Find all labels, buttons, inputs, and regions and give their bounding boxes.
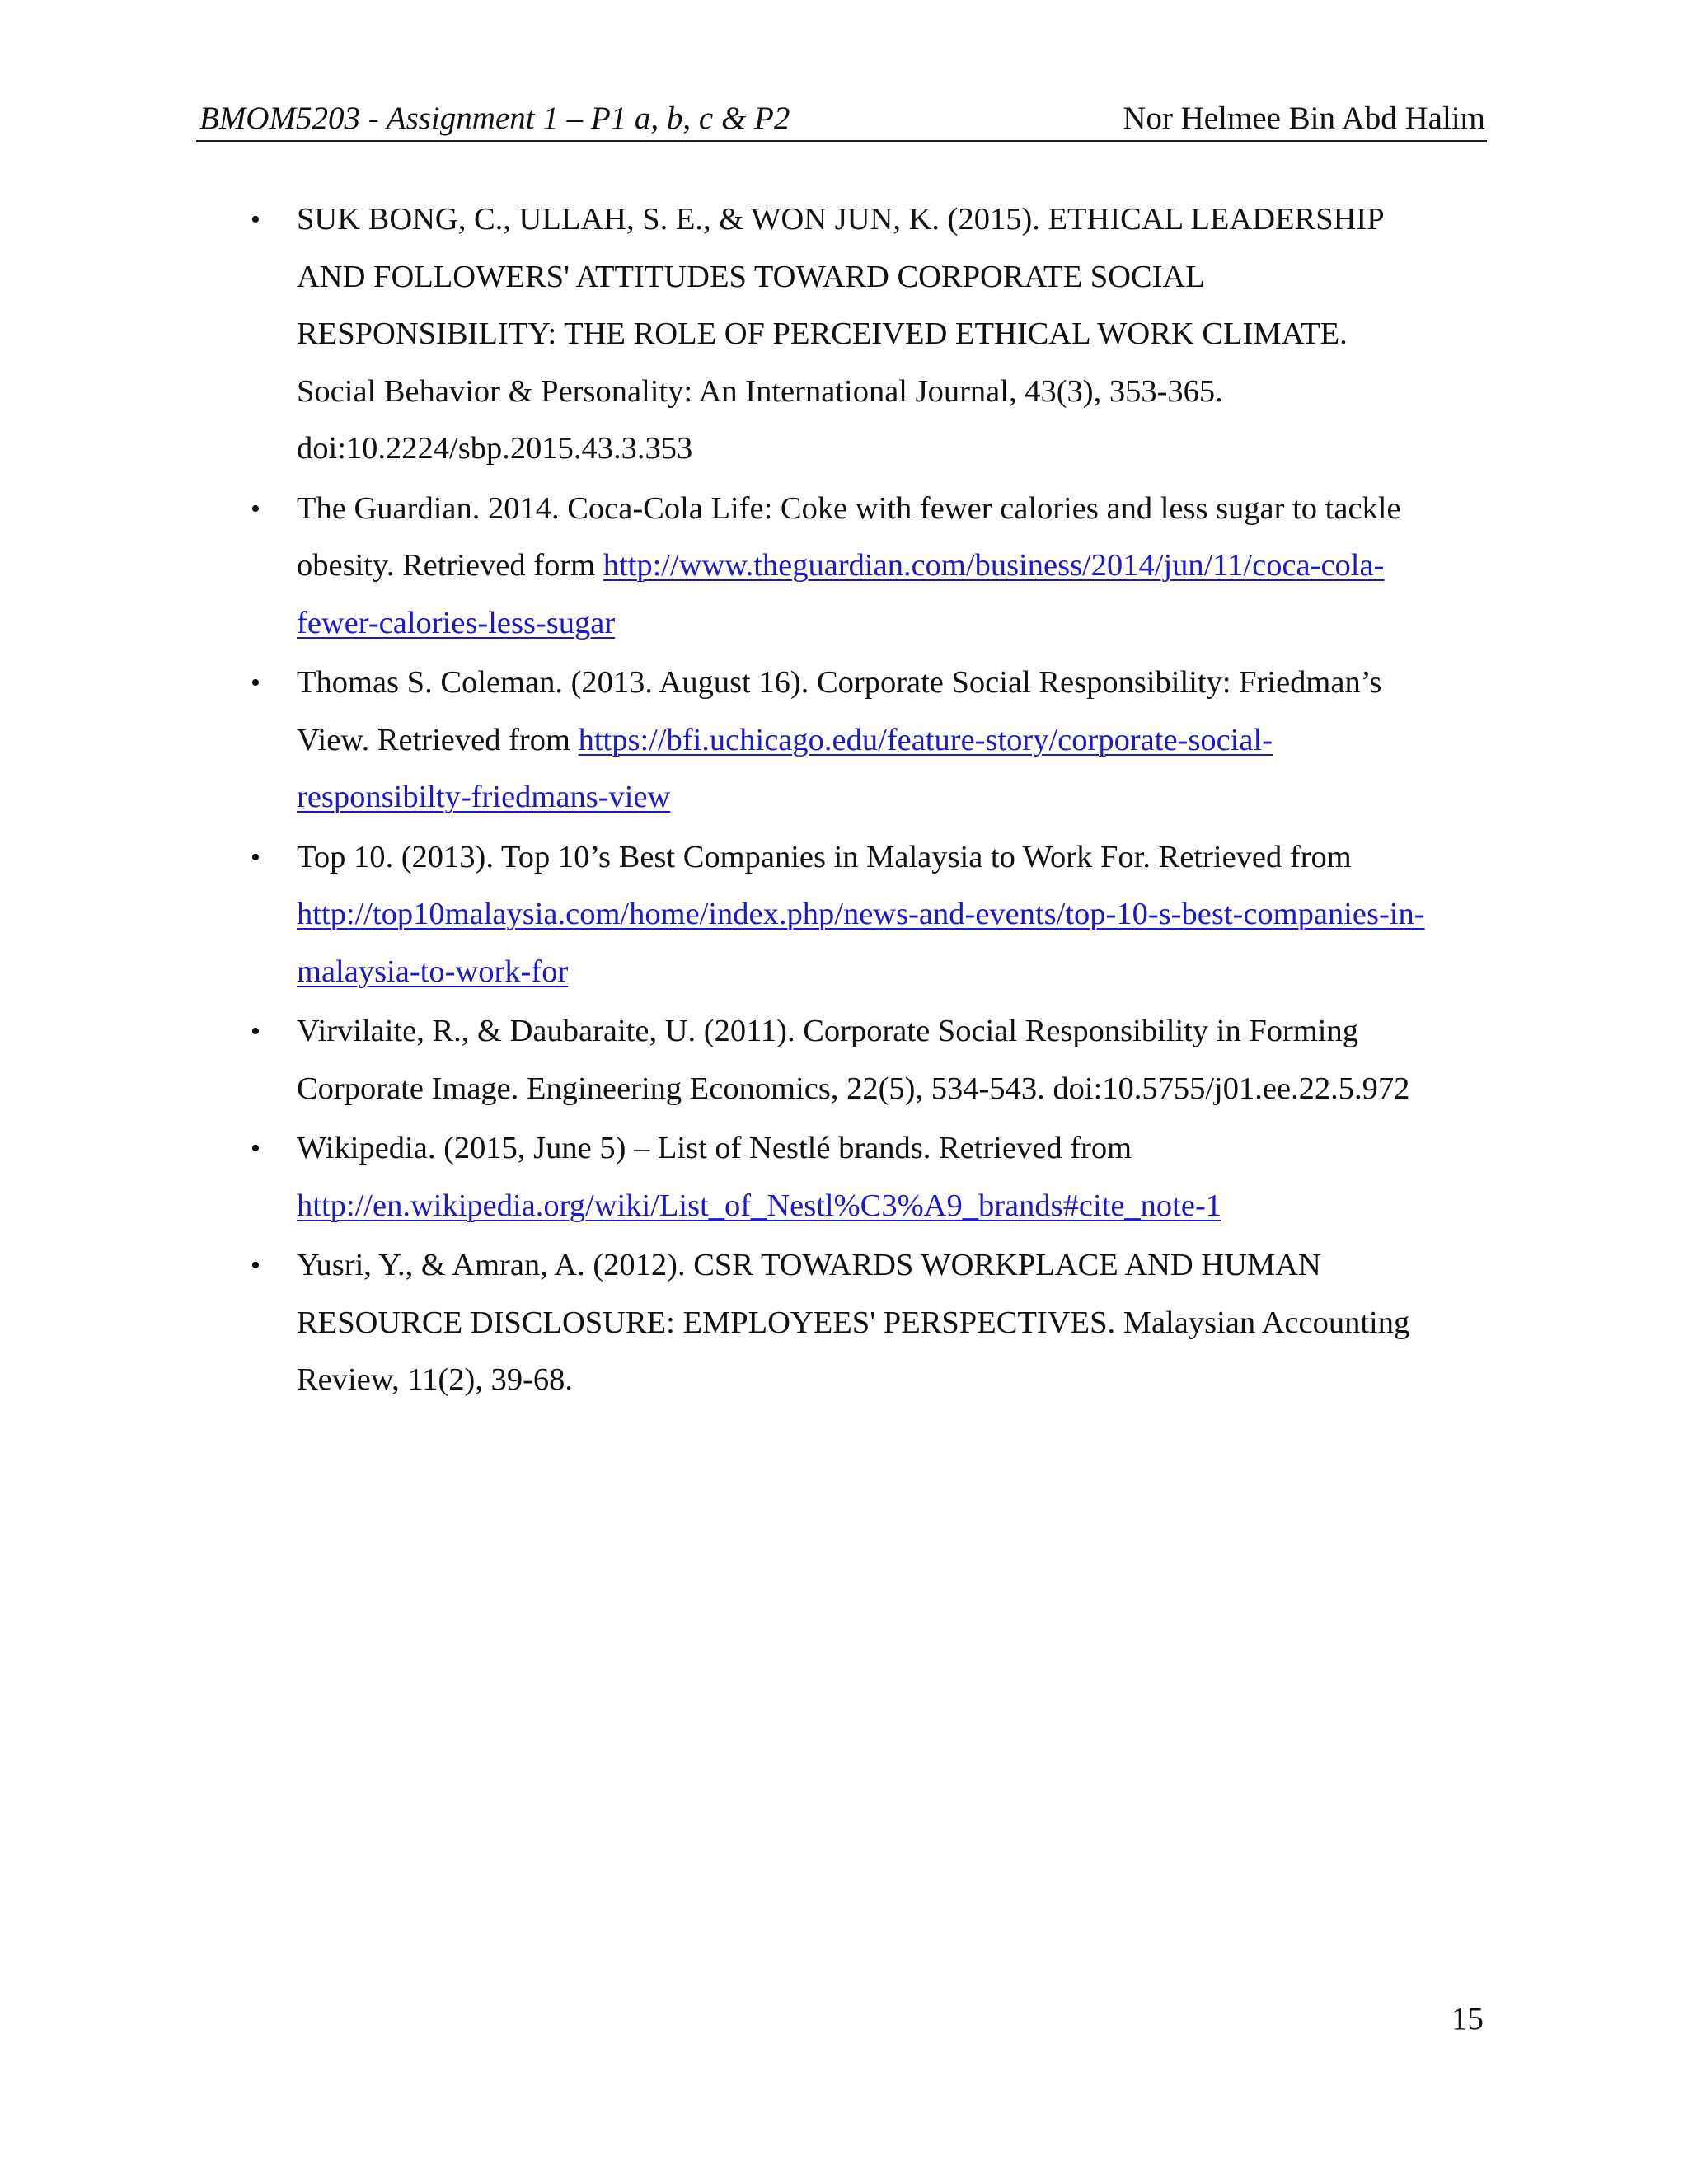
reference-link[interactable]: http://en.wikipedia.org/wiki/List_of_Nestl%C3%A9_brands#cite_note-1 (297, 1188, 1222, 1223)
reference-link[interactable]: https://bfi.uchicago.edu/feature-story/corporate-social- (578, 722, 1273, 757)
reference-item (251, 654, 1484, 827)
reference-line (297, 829, 1484, 887)
reference-link[interactable]: http://www.theguardian.com/business/2014/jun/11/coca-cola- (603, 548, 1385, 583)
reference-text: Corporate Image. Engineering Economics, 22(5), 534-543. doi:10.5755/j01.ee.22.5.972 (297, 1071, 1410, 1106)
reference-line (297, 480, 1484, 538)
reference-line (297, 886, 1484, 944)
reference-text: Thomas S. Coleman. (2013. August 16). Corporate Social Responsibility: Friedman’s (297, 665, 1382, 700)
reference-link[interactable]: malaysia-to-work-for (297, 954, 569, 989)
reference-line (297, 1352, 1484, 1409)
bullet-icon: • (251, 204, 260, 235)
reference-line (297, 249, 1484, 307)
bullet-icon: • (251, 493, 260, 524)
reference-text: AND FOLLOWERS' ATTITUDES TOWARD CORPORATE SOCIAL (297, 259, 1205, 294)
reference-line (297, 306, 1484, 363)
reference-text: RESPONSIBILITY: THE ROLE OF PERCEIVED ETHICAL WORK CLIMATE. (297, 316, 1348, 351)
reference-text: Social Behavior & Personality: An International Journal, 43(3), 353-365. (297, 373, 1223, 409)
reference-text: The Guardian. 2014. Coca-Cola Life: Coke with fewer calories and less sugar to tackle (297, 490, 1401, 526)
reference-item (251, 1003, 1484, 1118)
reference-line (297, 944, 1484, 1001)
reference-line (297, 363, 1484, 421)
reference-text: obesity. Retrieved form (297, 548, 603, 583)
reference-list (251, 191, 1484, 1412)
reference-line (297, 769, 1484, 827)
reference-link[interactable]: http://top10malaysia.com/home/index.php/news-and-events/top-10-s-best-companies-in- (297, 897, 1425, 931)
reference-link[interactable]: fewer-calories-less-sugar (297, 605, 616, 640)
reference-link[interactable]: responsibilty-friedmans-view (297, 780, 671, 814)
reference-item (251, 480, 1484, 653)
reference-line (297, 1178, 1484, 1235)
reference-line (297, 1061, 1484, 1118)
reference-text: View. Retrieved from (297, 722, 579, 757)
bullet-icon: • (251, 1250, 260, 1281)
reference-item (251, 1120, 1484, 1235)
reference-line (297, 191, 1484, 249)
page-number: 15 (1451, 2001, 1484, 2036)
reference-text: RESOURCE DISCLOSURE: EMPLOYEES' PERSPECTIVES. Malaysian Accounting (297, 1305, 1410, 1340)
reference-text: Review, 11(2), 39-68. (297, 1362, 574, 1397)
reference-text: Yusri, Y., & Amran, A. (2012). CSR TOWARDS WORKPLACE AND HUMAN (297, 1248, 1321, 1282)
reference-line (297, 1120, 1484, 1178)
bullet-icon: • (251, 668, 260, 698)
reference-item (251, 191, 1484, 478)
reference-line (297, 420, 1484, 478)
reference-line (297, 1295, 1484, 1352)
reference-text: Wikipedia. (2015, June 5) – List of Nestlé brands. Retrieved from (297, 1131, 1132, 1165)
reference-text: Virvilaite, R., & Daubaraite, U. (2011). Corporate Social Responsibility in Forming (297, 1014, 1358, 1048)
reference-line (297, 1003, 1484, 1061)
bullet-icon: • (251, 841, 260, 873)
reference-text: Top 10. (2013). Top 10’s Best Companies in Malaysia to Work For. Retrieved from (297, 839, 1352, 874)
header-author-name: Nor Helmee Bin Abd Halim (1123, 101, 1485, 136)
bullet-icon: • (251, 1016, 260, 1047)
reference-item (251, 1237, 1484, 1409)
reference-text: doi:10.2224/sbp.2015.43.3.353 (297, 431, 693, 466)
reference-line (297, 654, 1484, 712)
header-course-title: BMOM5203 - Assignment 1 – P1 a, b, c & P2 (199, 101, 790, 136)
reference-line (297, 595, 1484, 653)
reference-line (297, 712, 1484, 770)
bullet-icon: • (251, 1133, 260, 1164)
page-header (196, 97, 1487, 142)
reference-text: SUK BONG, C., ULLAH, S. E., & WON JUN, K. (2015). ETHICAL LEADERSHIP (297, 202, 1385, 237)
reference-item (251, 829, 1484, 1001)
reference-line (297, 1237, 1484, 1295)
reference-line (297, 537, 1484, 595)
